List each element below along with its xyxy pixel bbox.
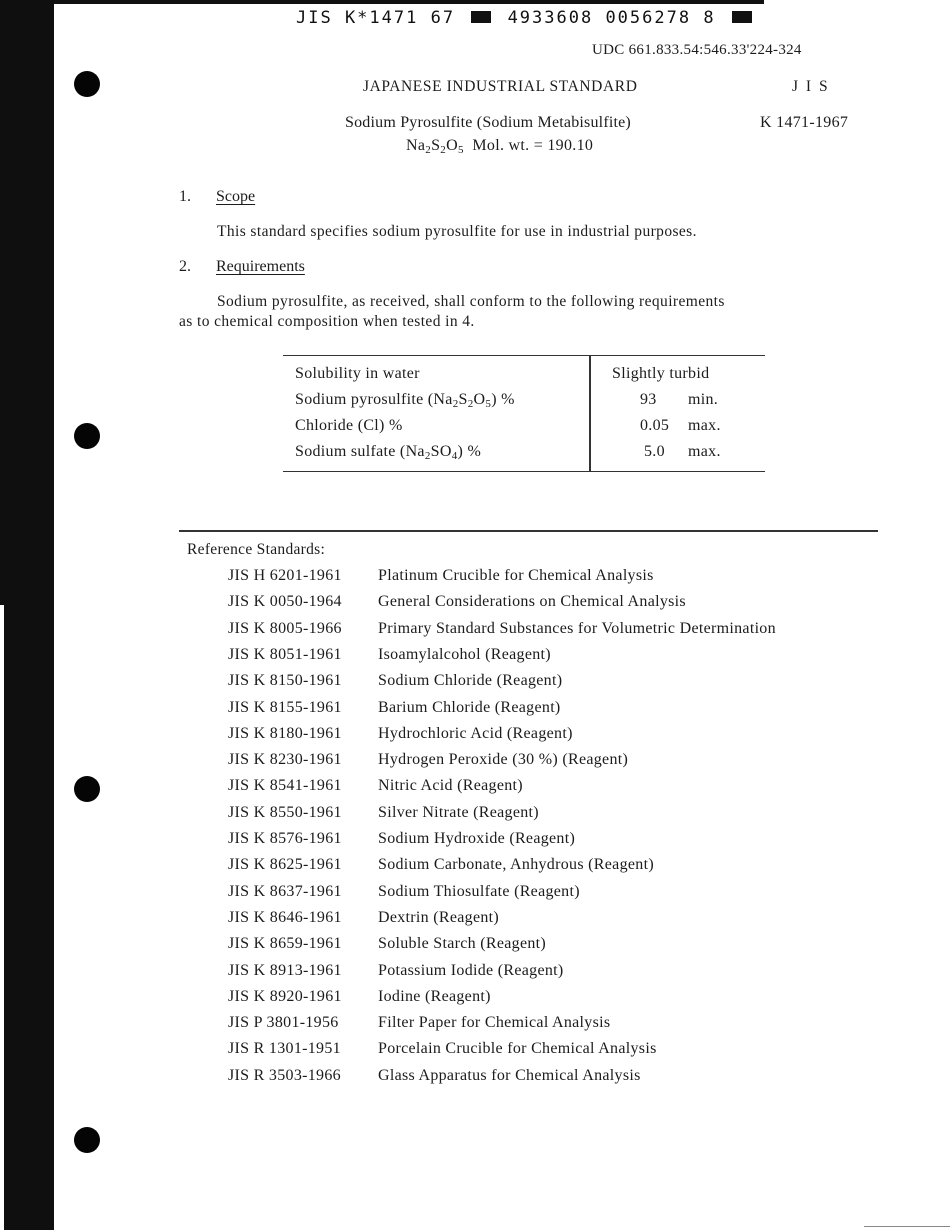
requirement-property: Sodium sulfate $(Na_2SO_4)$ %	[295, 443, 482, 462]
section-2-text-line-2: as to chemical composition when tested in 4.	[179, 313, 475, 330]
reference-title: Porcelain Crucible for Chemical Analysis	[378, 1040, 657, 1058]
reference-code: JIS K 8550-1961	[228, 803, 342, 821]
reference-code: JIS K 8051-1961	[228, 645, 342, 663]
reference-title: Iodine (Reagent)	[378, 987, 491, 1005]
standard-number: K 1471-1967	[760, 114, 849, 131]
reference-title: Sodium Thiosulfate (Reagent)	[378, 882, 580, 900]
requirement-property: Chloride (Cl) %	[295, 417, 403, 434]
reference-code: JIS K 8625-1961	[228, 856, 342, 874]
reference-code: JIS R 1301-1951	[228, 1040, 341, 1058]
document-code-prefix: JIS K*1471 67	[296, 8, 456, 28]
reference-code: JIS K 8637-1961	[228, 882, 342, 900]
reference-title: Hydrogen Peroxide (30 %) (Reagent)	[378, 751, 629, 769]
reference-title: Hydrochloric Acid (Reagent)	[378, 724, 573, 742]
requirement-property: Solubility in water	[295, 365, 420, 382]
jis-label: J I S	[792, 78, 830, 95]
reference-title: Primary Standard Substances for Volumetric Determination	[378, 619, 776, 637]
punch-hole-4	[74, 1127, 100, 1153]
section-1-number: 1.	[179, 188, 191, 205]
page-title: JAPANESE INDUSTRIAL STANDARD	[363, 78, 638, 95]
document-code-header	[296, 8, 756, 28]
scan-border-top	[54, 0, 764, 4]
udc-number: UDC 661.833.54:546.33'224-324	[592, 42, 802, 58]
section-1-text: This standard specifies sodium pyrosulfite for use in industrial purposes.	[217, 223, 697, 240]
reference-title: General Considerations on Chemical Analysis	[378, 593, 686, 611]
formula-subscript: 5	[457, 144, 464, 156]
formula-subscript: 2	[425, 144, 432, 156]
reference-code: JIS K 8150-1961	[228, 672, 342, 690]
reference-title: Potassium Iodide (Reagent)	[378, 961, 564, 979]
reference-code: JIS K 8659-1961	[228, 935, 342, 953]
section-2-number: 2.	[179, 258, 191, 275]
formula-part: S	[431, 137, 441, 154]
reference-code: JIS K 8541-1961	[228, 777, 342, 795]
section-1-title: Scope	[216, 188, 256, 205]
scan-border-bottom	[864, 1226, 950, 1227]
reference-code: JIS K 8576-1961	[228, 830, 342, 847]
redaction-block-2	[732, 11, 752, 23]
reference-title: Sodium Carbonate, Anhydrous (Reagent)	[378, 856, 654, 874]
table-divider	[589, 356, 591, 471]
section-2-text-line-1: Sodium pyrosulfite, as received, shall conform to the following requirements	[217, 293, 725, 310]
requirement-limit: max.	[688, 417, 721, 434]
reference-divider	[179, 530, 878, 532]
punch-hole-2	[74, 423, 100, 449]
requirement-limit: max.	[688, 443, 721, 460]
reference-title: Barium Chloride (Reagent)	[378, 698, 561, 716]
reference-title: Dextrin (Reagent)	[378, 908, 500, 926]
section-2-title: Requirements	[216, 258, 305, 275]
formula-subscript: 2	[440, 144, 447, 156]
punch-hole-1	[74, 71, 100, 97]
requirement-value: 0.05	[640, 417, 670, 434]
reference-heading: Reference Standards:	[187, 541, 326, 558]
redaction-block-1	[471, 11, 491, 23]
reference-title: Glass Apparatus for Chemical Analysis	[378, 1066, 641, 1084]
reference-code: JIS P 3801-1956	[228, 1014, 339, 1032]
reference-code: JIS R 3503-1966	[228, 1066, 341, 1084]
scan-border-left	[0, 0, 54, 1230]
requirement-property: Sodium pyrosulfite $(Na_2S_2O_5)$ %	[295, 391, 515, 410]
reference-code: JIS H 6201-1961	[228, 567, 342, 584]
reference-code: JIS K 8646-1961	[228, 908, 342, 926]
scan-border-notch	[0, 605, 4, 1230]
document-code-suffix: 4933608 0056278 8	[507, 8, 716, 28]
reference-code: JIS K 0050-1964	[228, 593, 342, 611]
formula-part: Na	[406, 137, 426, 154]
reference-code: JIS K 8230-1961	[228, 751, 342, 769]
reference-code: JIS K 8180-1961	[228, 724, 342, 742]
reference-code: JIS K 8913-1961	[228, 961, 342, 979]
reference-title: Isoamylalcohol (Reagent)	[378, 645, 551, 663]
requirement-limit: min.	[688, 391, 719, 408]
reference-title: Platinum Crucible for Chemical Analysis	[378, 567, 654, 584]
reference-title: Silver Nitrate (Reagent)	[378, 803, 539, 821]
molecular-weight: Mol. wt. = 190.10	[472, 137, 594, 154]
formula-part: O	[446, 137, 458, 154]
reference-title: Nitric Acid (Reagent)	[378, 777, 523, 795]
chemical-formula	[406, 137, 593, 156]
reference-code: JIS K 8920-1961	[228, 987, 342, 1005]
standard-subject: Sodium Pyrosulfite (Sodium Metabisulfite)	[345, 114, 631, 131]
reference-title: Sodium Hydroxide (Reagent)	[378, 830, 576, 847]
requirement-value: Slightly turbid	[612, 365, 710, 382]
reference-title: Filter Paper for Chemical Analysis	[378, 1014, 611, 1032]
reference-title: Soluble Starch (Reagent)	[378, 935, 547, 953]
requirement-value: 5.0	[644, 443, 665, 460]
punch-hole-3	[74, 776, 100, 802]
requirement-value: 93	[640, 391, 657, 408]
requirements-table	[283, 355, 765, 472]
reference-code: JIS K 8155-1961	[228, 698, 342, 716]
reference-code: JIS K 8005-1966	[228, 619, 342, 637]
reference-title: Sodium Chloride (Reagent)	[378, 672, 563, 690]
